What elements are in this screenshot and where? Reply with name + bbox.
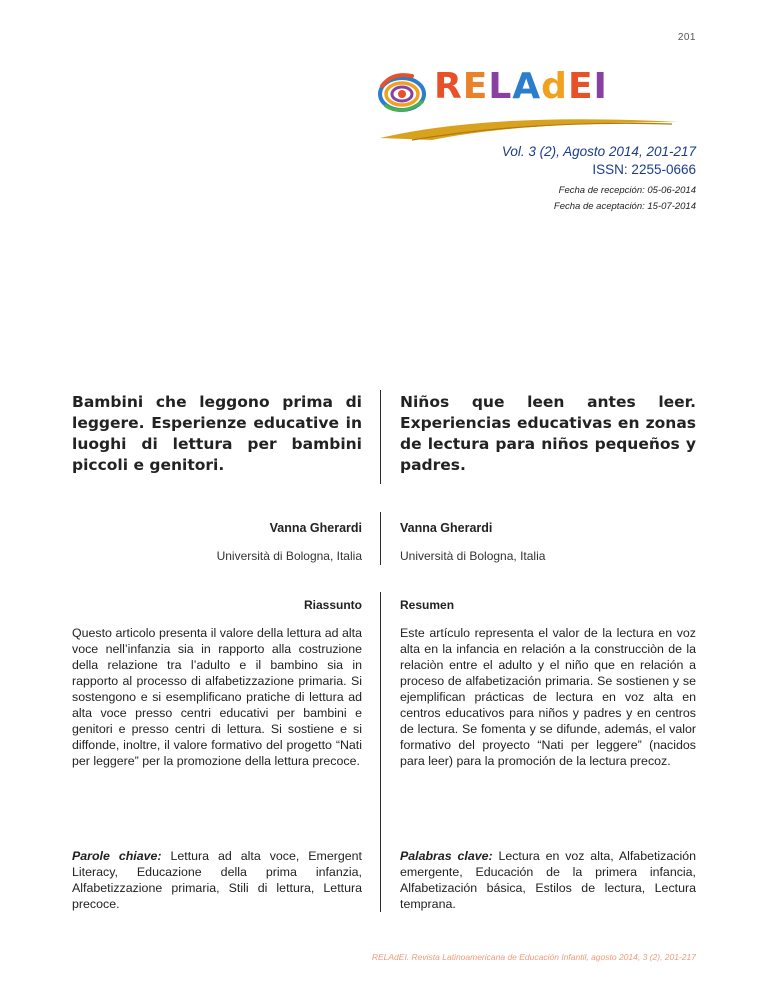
keywords-label-spanish: Palabras clave: xyxy=(400,849,493,863)
journal-volume: Vol. 3 (2), Agosto 2014, 201-217 xyxy=(501,144,696,159)
keywords-label-italian: Parole chiave: xyxy=(72,849,162,863)
logo-letter: L xyxy=(488,66,513,107)
column-divider xyxy=(380,390,381,484)
abstract-italian: Questo articolo presenta il valore della lettura ad alta voce nell’infanzia sia in rapporto alla costruzione della relazione tra l’adulto e il bambino sia in rapporto al processo di alfabetizzazione primaria. Si sostengono e si esemplificano pratiche di lettura ad alta voce presso centri educativi per bambini e genitori e presso centri di lettura. Si sostiene e si diffonde, inoltre, il valore formativo del progetto “Nati per leggere” per la promozione della lettura precoce. xyxy=(72,626,362,768)
logo-letter: R xyxy=(434,66,463,107)
journal-logo xyxy=(372,66,698,150)
affiliation-spanish: Università di Bologna, Italia xyxy=(400,549,546,563)
logo-letter: E xyxy=(567,66,594,107)
abstract-heading-spanish: Resumen xyxy=(400,598,455,612)
title-italian: Bambini che leggono prima di leggere. Esperienze educative in luoghi di lettura per bambini piccoli e genitori. xyxy=(72,393,362,474)
author-italian: Vanna Gherardi xyxy=(269,521,362,535)
author-spanish: Vanna Gherardi xyxy=(400,521,493,535)
journal-issn: ISSN: 2255-0666 xyxy=(592,162,696,177)
keywords-text-italian: Lettura ad alta voce, Emergent Literacy, Educazione della prima infanzia, Alfabetizzazione primaria, Stili di lettura, Lettura precoce. xyxy=(72,849,362,911)
column-divider xyxy=(380,512,381,565)
keywords-text-spanish: Lectura en voz alta, Alfabetización emergente, Educación de la primera infancia, Alfabetización básica, Estilos de lectura, Lectura temprana. xyxy=(400,849,696,911)
column-divider xyxy=(380,592,381,912)
page-footer: RELAdEI. Revista Latinoamericana de Educación Infantil, agosto 2014, 3 (2), 201-217 xyxy=(371,952,696,962)
logo-letter: E xyxy=(462,66,489,107)
abstract-spanish: Este artículo representa el valor de la lectura en voz alta en la infancia en relación a la construcciòn de la relaciòn entre el adulto y el niño que en relación a proceso de alfabetización primaria. Se sostienen y se ejemplifican prácticas de lectura en voz alta en centros educativos para niños y padres y en centros de lectura. Se fomenta y se difunde, además, el valor formativo del proyecto “Nati per leggere” (nacidos para leer) para la promoción de la lectura precoz. xyxy=(400,626,696,768)
keywords-italian xyxy=(72,848,362,912)
logo-letter: I xyxy=(593,66,608,107)
page-number: 201 xyxy=(677,32,696,43)
logo-letter: A xyxy=(512,66,542,107)
accepted-date: Fecha de aceptación: 15-07-2014 xyxy=(553,201,696,212)
logo-letter: d xyxy=(541,66,568,107)
logo-text xyxy=(434,66,608,107)
logo-underline-swoosh xyxy=(372,114,682,144)
title-spanish: Niños que leen antes leer. Experiencias educativas en zonas de lectura para niños pequeños y padres. xyxy=(400,393,696,474)
abstract-heading-italian: Riassunto xyxy=(303,598,362,612)
received-date: Fecha de recepción: 05-06-2014 xyxy=(558,185,696,196)
affiliation-italian: Università di Bologna, Italia xyxy=(216,549,362,563)
keywords-spanish xyxy=(400,848,696,912)
